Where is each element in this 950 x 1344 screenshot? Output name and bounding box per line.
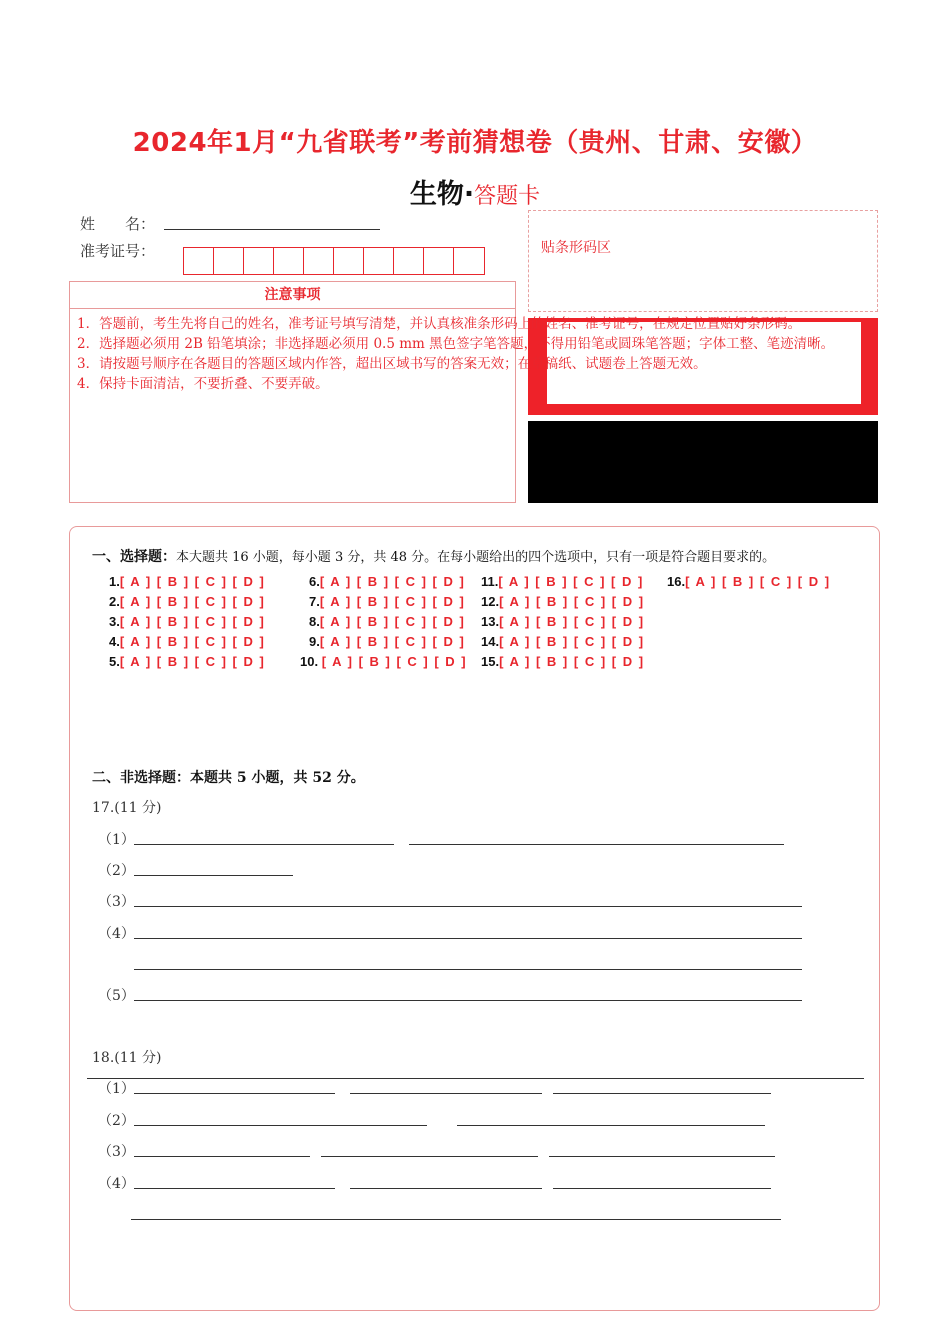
answer-line[interactable] bbox=[457, 1125, 765, 1126]
id-digit-box[interactable] bbox=[304, 248, 334, 274]
id-digit-box[interactable] bbox=[364, 248, 394, 274]
id-label: 准考证号： bbox=[80, 242, 156, 260]
divider-line bbox=[87, 1078, 864, 1079]
part-label: （1） bbox=[98, 832, 135, 848]
id-digit-box[interactable] bbox=[214, 248, 244, 274]
answer-line[interactable] bbox=[134, 1188, 335, 1189]
notice-item: 4．保持卡面清洁，不要折叠、不要弄破。 bbox=[77, 376, 329, 392]
choice-question[interactable]: 14.[ A ] [ B ] [ C ] [ D ] bbox=[481, 634, 645, 649]
answer-line[interactable] bbox=[134, 875, 293, 876]
answer-line[interactable] bbox=[553, 1188, 771, 1189]
subject-title bbox=[0, 172, 950, 211]
section1-heading bbox=[92, 546, 775, 566]
id-digit-box[interactable] bbox=[334, 248, 364, 274]
choice-question[interactable]: 8.[ A ] [ B ] [ C ] [ D ] bbox=[309, 614, 466, 629]
card-label: 答题卡 bbox=[474, 184, 541, 209]
choice-question[interactable]: 5.[ A ] [ B ] [ C ] [ D ] bbox=[109, 654, 266, 669]
choice-question[interactable]: 11.[ A ] [ B ] [ C ] [ D ] bbox=[481, 574, 644, 589]
choice-question[interactable]: 16.[ A ] [ B ] [ C ] [ D ] bbox=[667, 574, 831, 589]
choice-question[interactable]: 13.[ A ] [ B ] [ C ] [ D ] bbox=[481, 614, 645, 629]
answer-line[interactable] bbox=[134, 1156, 310, 1157]
part-label: （5） bbox=[98, 988, 135, 1004]
part-label: （1） bbox=[98, 1081, 135, 1097]
choice-question[interactable]: 12.[ A ] [ B ] [ C ] [ D ] bbox=[481, 594, 645, 609]
question-18-label: 18.(11 分) bbox=[92, 1050, 162, 1066]
choice-question[interactable]: 3.[ A ] [ B ] [ C ] [ D ] bbox=[109, 614, 266, 629]
notice-title: 注意事项 bbox=[70, 282, 515, 309]
section1-title: 一、选择题： bbox=[92, 549, 176, 565]
answer-line[interactable] bbox=[134, 906, 802, 907]
answer-line[interactable] bbox=[549, 1156, 775, 1157]
answer-line[interactable] bbox=[553, 1093, 771, 1094]
answer-line[interactable] bbox=[350, 1093, 542, 1094]
id-digit-box[interactable] bbox=[394, 248, 424, 274]
notice-item: 3．请按题号顺序在各题目的答题区域内作答，超出区域书写的答案无效；在草稿纸、试题卷上答题无效。 bbox=[77, 356, 707, 372]
choice-question[interactable]: 4.[ A ] [ B ] [ C ] [ D ] bbox=[109, 634, 266, 649]
barcode-label: 贴条形码区 bbox=[541, 240, 611, 256]
answer-line[interactable] bbox=[131, 1219, 781, 1220]
section2-title: 二、非选择题：本题共 5 小题，共 52 分。 bbox=[92, 770, 365, 786]
question-17-label: 17.(11 分) bbox=[92, 800, 162, 816]
part-label: （3） bbox=[98, 894, 135, 910]
id-digit-box[interactable] bbox=[244, 248, 274, 274]
notice-list bbox=[77, 314, 947, 394]
choice-question[interactable]: 1.[ A ] [ B ] [ C ] [ D ] bbox=[109, 574, 266, 589]
part-label: （3） bbox=[98, 1144, 135, 1160]
id-digit-box[interactable] bbox=[274, 248, 304, 274]
choice-question[interactable]: 9.[ A ] [ B ] [ C ] [ D ] bbox=[309, 634, 466, 649]
page-title: 2024年1月“九省联考”考前猜想卷（贵州、甘肃、安徽） bbox=[132, 128, 818, 158]
part-label: （2） bbox=[98, 1113, 135, 1129]
choice-question[interactable]: 2.[ A ] [ B ] [ C ] [ D ] bbox=[109, 594, 266, 609]
answer-line[interactable] bbox=[134, 1093, 335, 1094]
answer-line[interactable] bbox=[134, 969, 802, 970]
part-label: （4） bbox=[98, 1176, 135, 1192]
choice-question[interactable]: 6.[ A ] [ B ] [ C ] [ D ] bbox=[309, 574, 466, 589]
notice-item: 1．答题前，考生先将自己的姓名，准考证号填写清楚，并认真核准条形码上的姓名、准考证号，在规定位置贴好条形码。 bbox=[77, 316, 802, 332]
id-number-boxes[interactable] bbox=[183, 247, 485, 275]
choice-question[interactable]: 15.[ A ] [ B ] [ C ] [ D ] bbox=[481, 654, 645, 669]
name-field[interactable] bbox=[164, 229, 380, 230]
notice-item: 2．选择题必须用 2B 铅笔填涂；非选择题必须用 0.5 mm 黑色签字笔答题，不得用铅笔或圆珠笔答题；字体工整、笔迹清晰。 bbox=[77, 336, 835, 352]
choice-question[interactable]: 10. [ A ] [ B ] [ C ] [ D ] bbox=[300, 654, 468, 669]
answer-line[interactable] bbox=[134, 844, 394, 845]
section1-desc: 本大题共 16 小题，每小题 3 分，共 48 分。在每小题给出的四个选项中，只有一项是符合题目要求的。 bbox=[176, 550, 776, 565]
answer-line[interactable] bbox=[409, 844, 784, 845]
id-digit-box[interactable] bbox=[184, 248, 214, 274]
id-digit-box[interactable] bbox=[424, 248, 454, 274]
name-label: 姓 名： bbox=[80, 215, 156, 233]
answer-line[interactable] bbox=[350, 1188, 542, 1189]
part-label: （4） bbox=[98, 926, 135, 942]
subject-name: 生物· bbox=[409, 179, 475, 210]
answer-line[interactable] bbox=[134, 1000, 802, 1001]
choice-question[interactable]: 7.[ A ] [ B ] [ C ] [ D ] bbox=[309, 594, 466, 609]
id-digit-box[interactable] bbox=[454, 248, 484, 274]
black-marker-box bbox=[528, 421, 878, 503]
answer-line[interactable] bbox=[134, 1125, 427, 1126]
answer-line[interactable] bbox=[321, 1156, 538, 1157]
answer-line[interactable] bbox=[134, 938, 802, 939]
barcode-area bbox=[528, 210, 878, 312]
part-label: （2） bbox=[98, 863, 135, 879]
